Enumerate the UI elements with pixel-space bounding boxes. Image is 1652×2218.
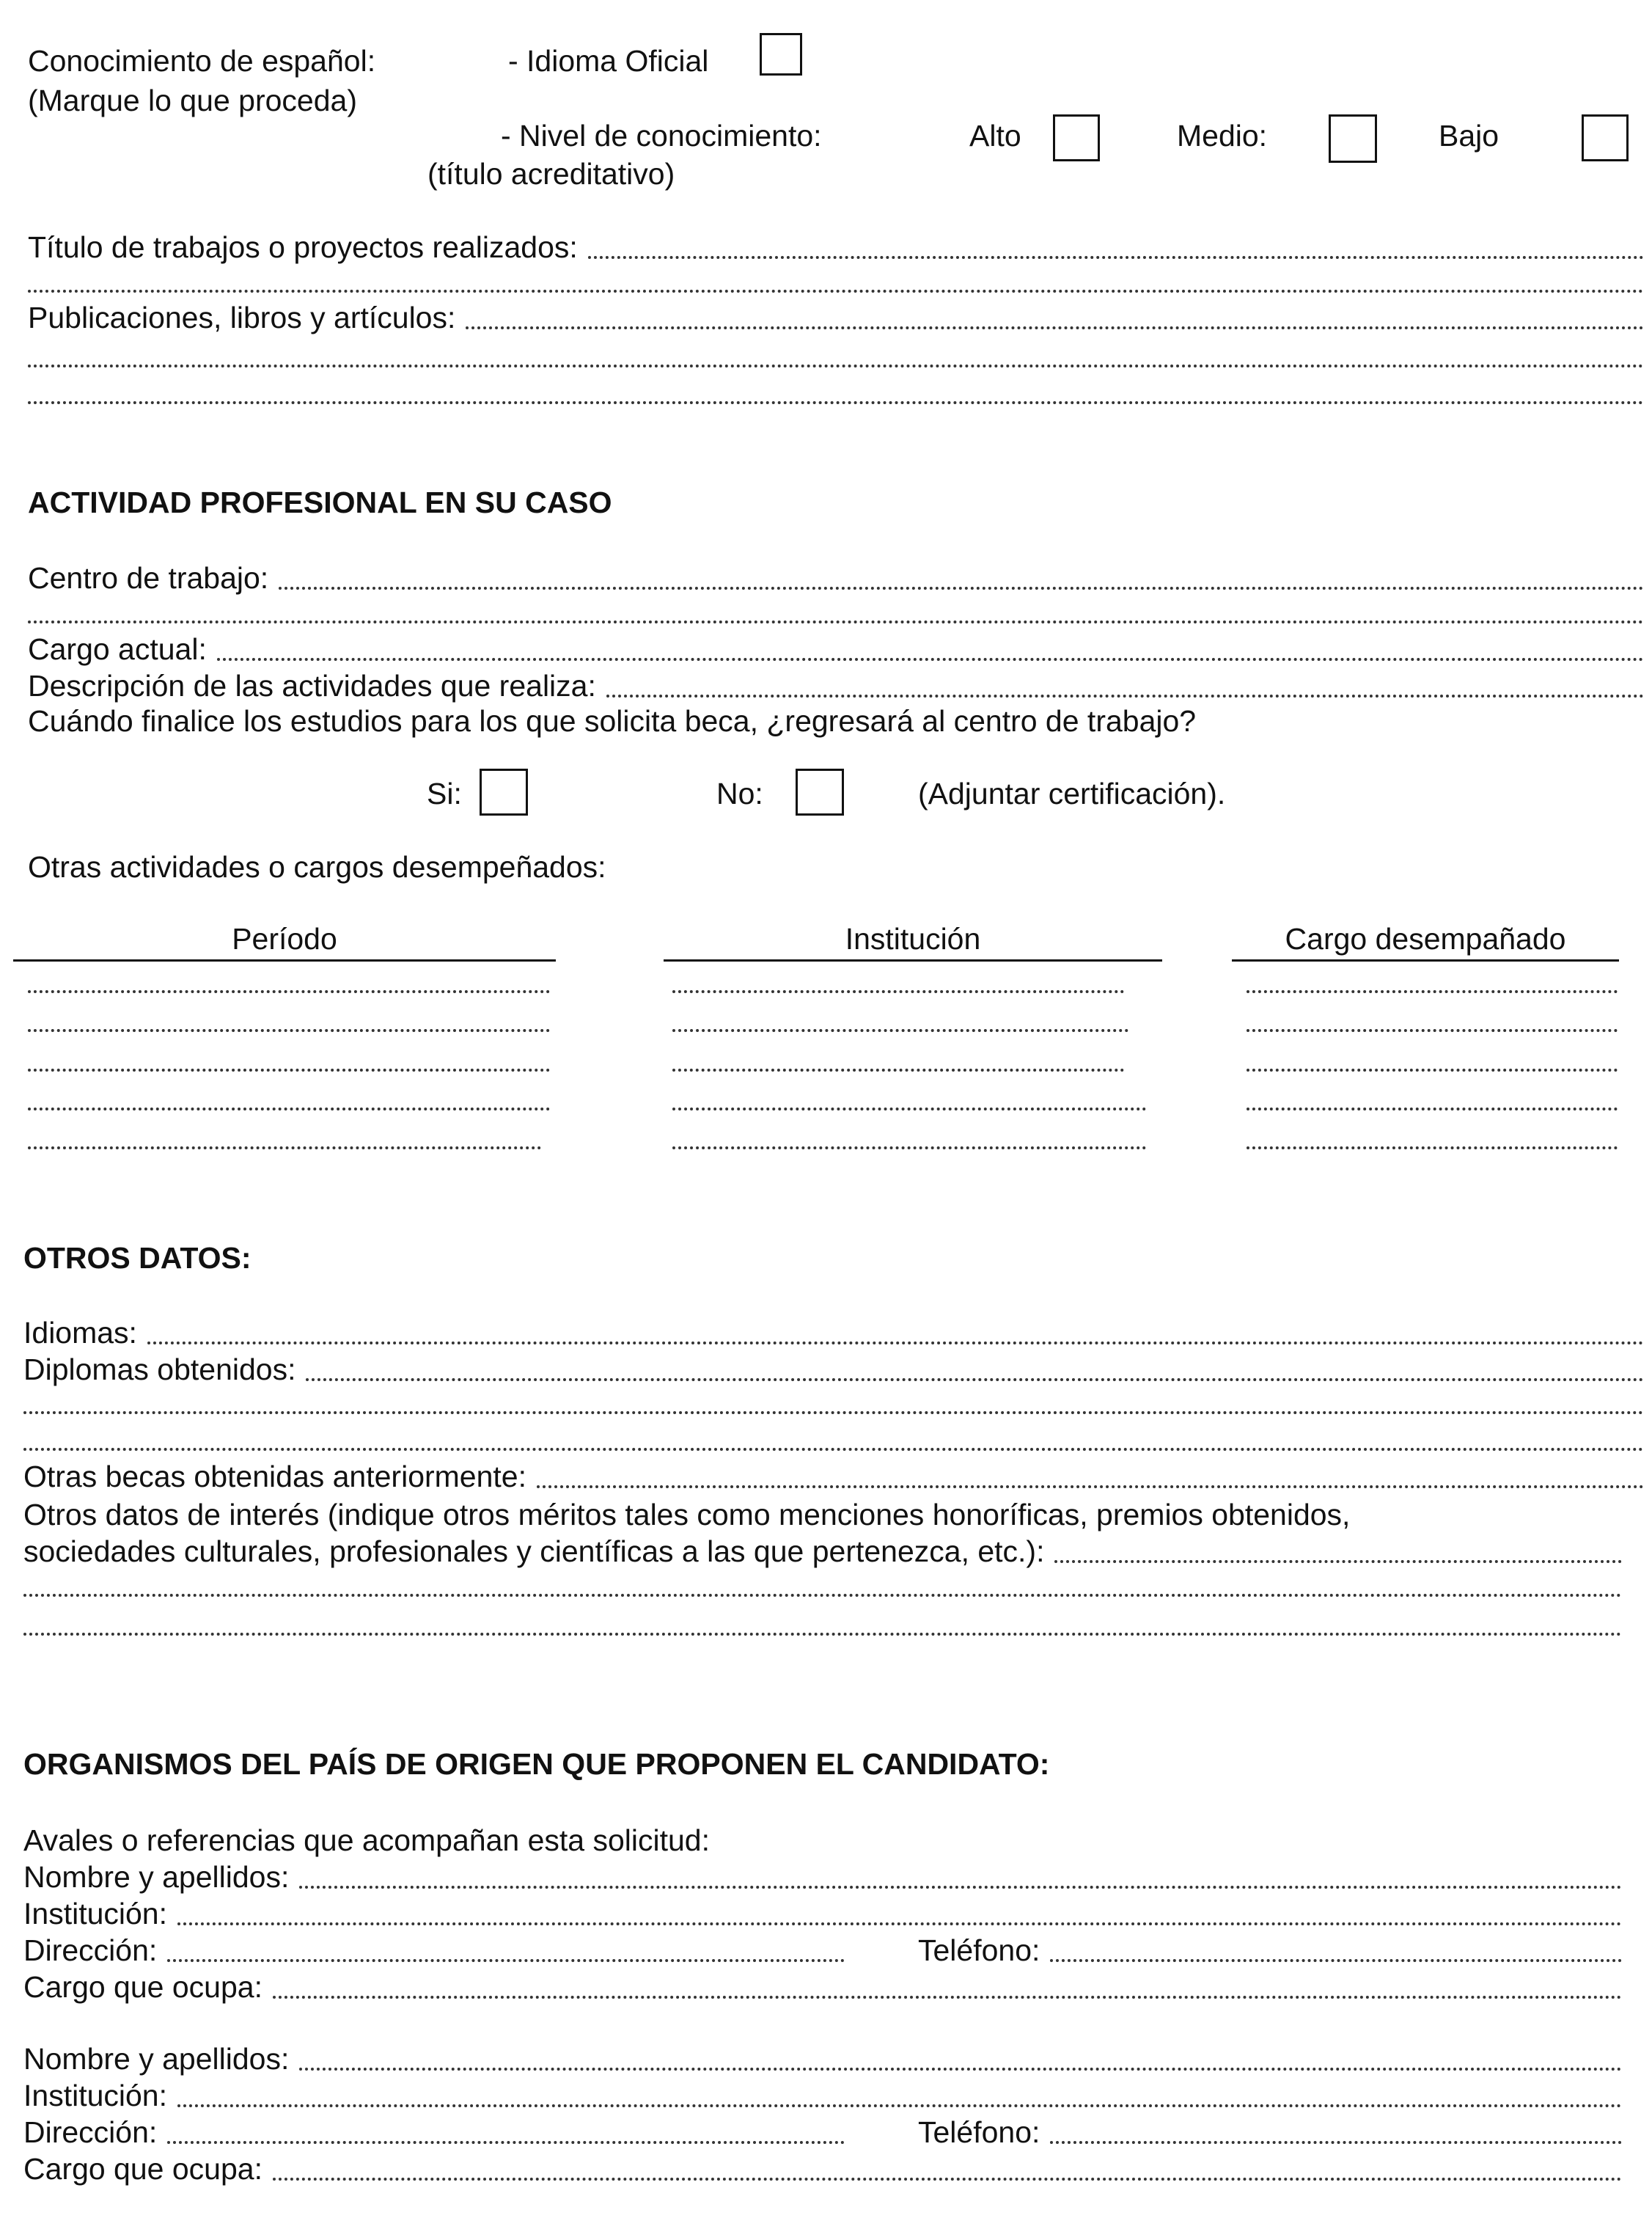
other-interest-text-line1: Otros datos de interés (indique otros méritos tales como menciones honoríficas, premios obtenidos, xyxy=(23,1498,1351,1531)
publications-row[interactable] xyxy=(28,299,1644,336)
diplomas-label: Diplomas obtenidos: xyxy=(23,1353,296,1386)
current-position-label: Cargo actual: xyxy=(28,632,207,666)
institution-cell[interactable] xyxy=(672,1108,1146,1110)
ref2-role-label: Cargo que ocupa: xyxy=(23,2152,263,2186)
position-cell[interactable] xyxy=(1247,1108,1618,1110)
ref2-address-label: Dirección: xyxy=(23,2115,158,2149)
other-interest-line-3[interactable] xyxy=(23,1633,1622,1636)
work-center-row[interactable] xyxy=(28,560,1644,596)
return-yes-label: Si: xyxy=(427,777,462,810)
ref2-role-field[interactable] xyxy=(273,2153,1622,2181)
return-yes-checkbox[interactable] xyxy=(480,769,528,816)
ref1-name-row[interactable] xyxy=(23,1859,1622,1895)
activities-description-label: Descripción de las actividades que realiza: xyxy=(28,669,596,703)
official-language-label: - Idioma Oficial xyxy=(508,44,709,78)
spanish-label: Conocimiento de español: xyxy=(28,44,376,78)
ref1-role-label: Cargo que ocupa: xyxy=(23,1970,263,2004)
ref2-address-row[interactable] xyxy=(23,2114,845,2151)
position-cell[interactable] xyxy=(1247,1029,1618,1032)
works-title-row[interactable] xyxy=(28,229,1644,266)
ref1-address-label: Dirección: xyxy=(23,1933,158,1967)
ref2-institution-row[interactable] xyxy=(23,2077,1622,2114)
institution-cell[interactable] xyxy=(672,1069,1124,1072)
current-position-field[interactable] xyxy=(217,633,1644,661)
ref2-phone-label: Teléfono: xyxy=(918,2115,1040,2149)
other-activities-label: Otras actividades o cargos desempeñados: xyxy=(28,850,606,884)
professional-heading: ACTIVIDAD PROFESIONAL EN SU CASO xyxy=(28,486,612,519)
other-data-heading: OTROS DATOS: xyxy=(23,1241,252,1275)
ref2-name-label: Nombre y apellidos: xyxy=(23,2042,290,2076)
publications-line-2[interactable] xyxy=(28,365,1644,367)
ref2-phone-field[interactable] xyxy=(1050,2116,1622,2144)
position-cell[interactable] xyxy=(1247,1146,1618,1149)
works-title-field[interactable] xyxy=(588,231,1644,259)
organisms-heading: ORGANISMOS DEL PAÍS DE ORIGEN QUE PROPONEN EL CANDIDATO: xyxy=(23,1747,1050,1781)
level-medium-label: Medio: xyxy=(1177,119,1268,153)
ref1-phone-field[interactable] xyxy=(1050,1934,1622,1962)
return-question: Cuándo finalice los estudios para los que solicita beca, ¿regresará al centro de trabajo? xyxy=(28,704,1197,738)
position-column-header: Cargo desempañado xyxy=(1285,922,1566,956)
period-cell[interactable] xyxy=(28,1146,541,1149)
ref1-role-row[interactable] xyxy=(23,1969,1622,2005)
current-position-row[interactable] xyxy=(28,631,1644,667)
period-cell[interactable] xyxy=(28,990,550,993)
institution-header-rule xyxy=(664,959,1162,962)
work-center-label: Centro de trabajo: xyxy=(28,561,269,595)
institution-column-header: Institución xyxy=(845,922,981,956)
ref1-name-field[interactable] xyxy=(299,1861,1622,1889)
period-cell[interactable] xyxy=(28,1069,550,1072)
spanish-hint: (Marque lo que proceda) xyxy=(28,84,357,117)
ref2-role-row[interactable] xyxy=(23,2151,1622,2187)
ref2-address-field[interactable] xyxy=(167,2116,845,2144)
diplomas-line-2[interactable] xyxy=(23,1411,1644,1414)
ref2-institution-field[interactable] xyxy=(177,2079,1622,2107)
ref1-phone-row[interactable] xyxy=(918,1932,1622,1969)
ref1-address-row[interactable] xyxy=(23,1932,845,1969)
period-column-header: Período xyxy=(232,922,337,956)
attach-certification-note: (Adjuntar certificación). xyxy=(918,777,1226,810)
ref1-institution-row[interactable] xyxy=(23,1895,1622,1932)
work-center-field[interactable] xyxy=(279,562,1644,590)
ref1-address-field[interactable] xyxy=(167,1934,845,1962)
institution-cell[interactable] xyxy=(672,1029,1128,1032)
level-high-label: Alto xyxy=(969,119,1021,153)
level-high-checkbox[interactable] xyxy=(1053,114,1100,161)
other-interest-line-2[interactable] xyxy=(23,1594,1622,1597)
official-language-checkbox[interactable] xyxy=(760,33,802,76)
level-note: (título acreditativo) xyxy=(427,157,675,191)
level-medium-checkbox[interactable] xyxy=(1329,114,1377,163)
languages-label: Idiomas: xyxy=(23,1316,137,1350)
institution-cell[interactable] xyxy=(672,990,1124,993)
other-interest-text-line2: sociedades culturales, profesionales y científicas a las que pertenezca, etc.): xyxy=(23,1534,1045,1568)
level-low-label: Bajo xyxy=(1439,119,1499,153)
position-cell[interactable] xyxy=(1247,990,1618,993)
activities-description-row[interactable] xyxy=(28,667,1644,704)
works-continuation-line[interactable] xyxy=(28,290,1644,293)
other-interest-row[interactable] xyxy=(23,1533,1622,1570)
period-cell[interactable] xyxy=(28,1029,550,1032)
institution-cell[interactable] xyxy=(672,1146,1146,1149)
ref1-phone-label: Teléfono: xyxy=(918,1933,1040,1967)
level-label: - Nivel de conocimiento: xyxy=(501,119,822,153)
previous-grants-label: Otras becas obtenidas anteriormente: xyxy=(23,1460,526,1493)
period-cell[interactable] xyxy=(28,1108,550,1110)
diplomas-row[interactable] xyxy=(23,1351,1644,1388)
level-low-checkbox[interactable] xyxy=(1582,114,1629,161)
diplomas-line-3[interactable] xyxy=(23,1448,1644,1451)
ref2-institution-label: Institución: xyxy=(23,2079,167,2112)
publications-field[interactable] xyxy=(466,301,1644,329)
position-header-rule xyxy=(1232,959,1619,962)
publications-label: Publicaciones, libros y artículos: xyxy=(28,301,456,334)
work-center-line-2[interactable] xyxy=(28,621,1644,623)
publications-line-3[interactable] xyxy=(28,401,1644,404)
ref2-phone-row[interactable] xyxy=(918,2114,1622,2151)
return-no-label: No: xyxy=(716,777,763,810)
period-header-rule xyxy=(13,959,556,962)
ref1-institution-field[interactable] xyxy=(177,1897,1622,1925)
position-cell[interactable] xyxy=(1247,1069,1618,1072)
previous-grants-row[interactable] xyxy=(23,1458,1644,1495)
languages-field[interactable] xyxy=(147,1317,1644,1344)
references-label: Avales o referencias que acompañan esta solicitud: xyxy=(23,1823,710,1857)
ref1-name-label: Nombre y apellidos: xyxy=(23,1860,290,1894)
other-interest-field[interactable] xyxy=(1054,1535,1622,1563)
diplomas-field[interactable] xyxy=(306,1353,1644,1381)
ref2-name-row[interactable] xyxy=(23,2041,1622,2077)
return-no-checkbox[interactable] xyxy=(796,769,844,816)
activities-description-field[interactable] xyxy=(606,670,1644,698)
works-title-label: Título de trabajos o proyectos realizados: xyxy=(28,230,578,264)
ref1-role-field[interactable] xyxy=(273,1971,1622,1999)
ref2-name-field[interactable] xyxy=(299,2043,1622,2071)
languages-row[interactable] xyxy=(23,1314,1644,1351)
previous-grants-field[interactable] xyxy=(537,1460,1644,1488)
ref1-institution-label: Institución: xyxy=(23,1897,167,1930)
